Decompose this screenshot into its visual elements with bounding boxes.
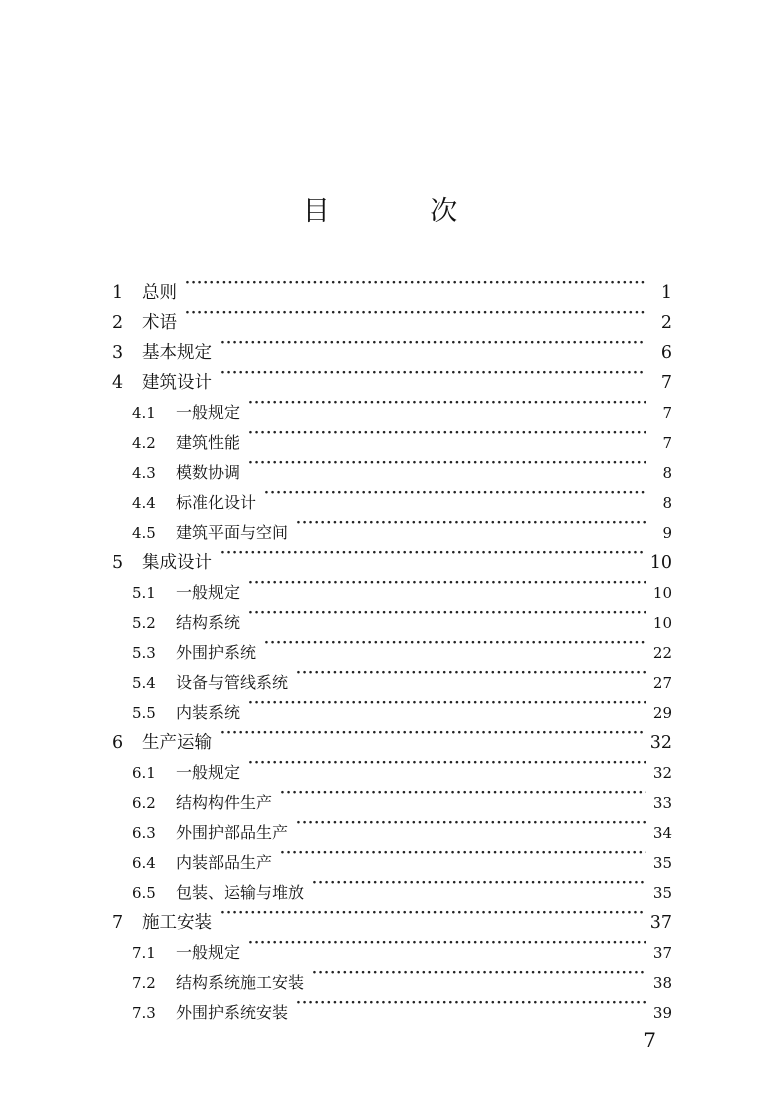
page-title: 目 次 — [302, 196, 504, 227]
toc-entry-title: 外围护系统安装 — [176, 1003, 289, 1022]
dot-leader — [220, 358, 646, 388]
dot-leader — [280, 778, 646, 808]
dot-leader — [280, 838, 646, 868]
toc-entry-page: 32 — [649, 733, 672, 753]
toc-entry-page: 7 — [662, 434, 672, 452]
toc-chapter-entry[interactable] — [112, 268, 672, 303]
toc-entry-number: 6.3 — [132, 824, 156, 842]
toc-entry-number: 6.5 — [132, 884, 156, 902]
toc-entry-title: 一般规定 — [176, 583, 241, 602]
toc-entry-page: 27 — [652, 674, 672, 692]
toc-entry-title: 标准化设计 — [176, 493, 257, 512]
dot-leader — [296, 658, 646, 688]
dot-leader — [220, 898, 646, 928]
toc-entry-number: 6.2 — [132, 794, 156, 812]
toc-entry-title: 一般规定 — [176, 943, 241, 962]
toc-entry-number: 1 — [112, 283, 124, 303]
toc-entry-number: 4 — [112, 373, 124, 393]
dot-leader — [296, 988, 646, 1018]
dot-leader — [248, 688, 646, 718]
toc-entry-number: 7.1 — [132, 944, 156, 962]
toc-entry-page: 35 — [652, 854, 672, 872]
dot-leader — [312, 958, 646, 988]
toc-entry-number: 4.1 — [132, 404, 156, 422]
dot-leader — [264, 478, 646, 508]
toc-entry-title: 包装、运输与堆放 — [176, 883, 305, 902]
toc-entry-number: 4.2 — [132, 434, 156, 452]
toc-entry-number: 4.3 — [132, 464, 156, 482]
toc-chapter-entry[interactable] — [112, 328, 672, 363]
toc-entry-number: 5.2 — [132, 614, 156, 632]
toc-entry-page: 8 — [662, 494, 672, 512]
toc-entry-title: 模数协调 — [176, 463, 241, 482]
dot-leader — [248, 448, 646, 478]
table-of-contents — [112, 268, 672, 1022]
toc-entry-title: 设备与管线系统 — [176, 673, 289, 692]
toc-entry-title: 外围护系统 — [176, 643, 257, 662]
toc-entry-number: 4.5 — [132, 524, 156, 542]
dot-leader — [248, 418, 646, 448]
dot-leader — [248, 568, 646, 598]
toc-entry-title: 内装系统 — [176, 703, 241, 722]
toc-entry-page: 7 — [660, 373, 672, 393]
toc-entry-page: 10 — [652, 584, 672, 602]
dot-leader — [220, 538, 646, 568]
toc-entry-page: 29 — [652, 704, 672, 722]
toc-entry-page: 1 — [660, 283, 672, 303]
toc-entry-page: 33 — [652, 794, 672, 812]
dot-leader — [220, 718, 646, 748]
toc-entry-page: 6 — [660, 343, 672, 363]
toc-entry-page: 34 — [652, 824, 672, 842]
page-number: 7 — [643, 1028, 656, 1052]
toc-entry-title: 结构系统施工安装 — [176, 973, 305, 992]
toc-entry-page: 7 — [662, 404, 672, 422]
toc-chapter-entry[interactable] — [112, 298, 672, 333]
toc-entry-title: 一般规定 — [176, 763, 241, 782]
toc-entry-title: 一般规定 — [176, 403, 241, 422]
toc-entry-title: 建筑设计 — [142, 373, 212, 393]
dot-leader — [185, 298, 646, 328]
toc-entry-title: 术语 — [142, 313, 177, 333]
toc-entry-number: 6.1 — [132, 764, 156, 782]
dot-leader — [296, 808, 646, 838]
toc-entry-number: 5.5 — [132, 704, 156, 722]
toc-entry-title: 生产运输 — [142, 733, 212, 753]
toc-entry-page: 10 — [652, 614, 672, 632]
toc-entry-page: 37 — [649, 913, 672, 933]
dot-leader — [248, 748, 646, 778]
toc-entry-number: 6.4 — [132, 854, 156, 872]
dot-leader — [248, 928, 646, 958]
toc-entry-title: 集成设计 — [142, 553, 212, 573]
toc-entry-page: 35 — [652, 884, 672, 902]
toc-entry-number: 4.4 — [132, 494, 156, 512]
toc-entry-title: 建筑平面与空间 — [176, 523, 289, 542]
dot-leader — [248, 598, 646, 628]
toc-entry-title: 内装部品生产 — [176, 853, 273, 872]
dot-leader — [264, 628, 646, 658]
toc-entry-number: 6 — [112, 733, 124, 753]
toc-entry-number: 7 — [112, 913, 124, 933]
toc-entry-number: 7.3 — [132, 1004, 156, 1022]
dot-leader — [296, 508, 646, 538]
toc-entry-number: 3 — [112, 343, 124, 363]
dot-leader — [312, 868, 646, 898]
toc-entry-page: 9 — [662, 524, 672, 542]
toc-entry-number: 7.2 — [132, 974, 156, 992]
dot-leader — [220, 328, 646, 358]
toc-entry-title: 结构构件生产 — [176, 793, 273, 812]
toc-entry-page: 37 — [652, 944, 672, 962]
toc-entry-page: 38 — [652, 974, 672, 992]
toc-entry-page: 32 — [652, 764, 672, 782]
toc-entry-number: 5 — [112, 553, 124, 573]
toc-entry-title: 总则 — [142, 283, 177, 303]
toc-entry-page: 10 — [649, 553, 672, 573]
toc-entry-page: 2 — [660, 313, 672, 333]
toc-entry-number: 5.4 — [132, 674, 156, 692]
toc-entry-number: 2 — [112, 313, 124, 333]
toc-entry-number: 5.3 — [132, 644, 156, 662]
toc-entry-title: 建筑性能 — [176, 433, 241, 452]
toc-entry-page: 39 — [652, 1004, 672, 1022]
toc-entry-page: 8 — [662, 464, 672, 482]
toc-entry-title: 外围护部品生产 — [176, 823, 289, 842]
toc-entry-title: 基本规定 — [142, 343, 212, 363]
dot-leader — [185, 268, 646, 298]
toc-entry-title: 施工安装 — [142, 913, 212, 933]
toc-entry-number: 5.1 — [132, 584, 156, 602]
dot-leader — [248, 388, 646, 418]
toc-entry-page: 22 — [652, 644, 672, 662]
toc-entry-title: 结构系统 — [176, 613, 241, 632]
